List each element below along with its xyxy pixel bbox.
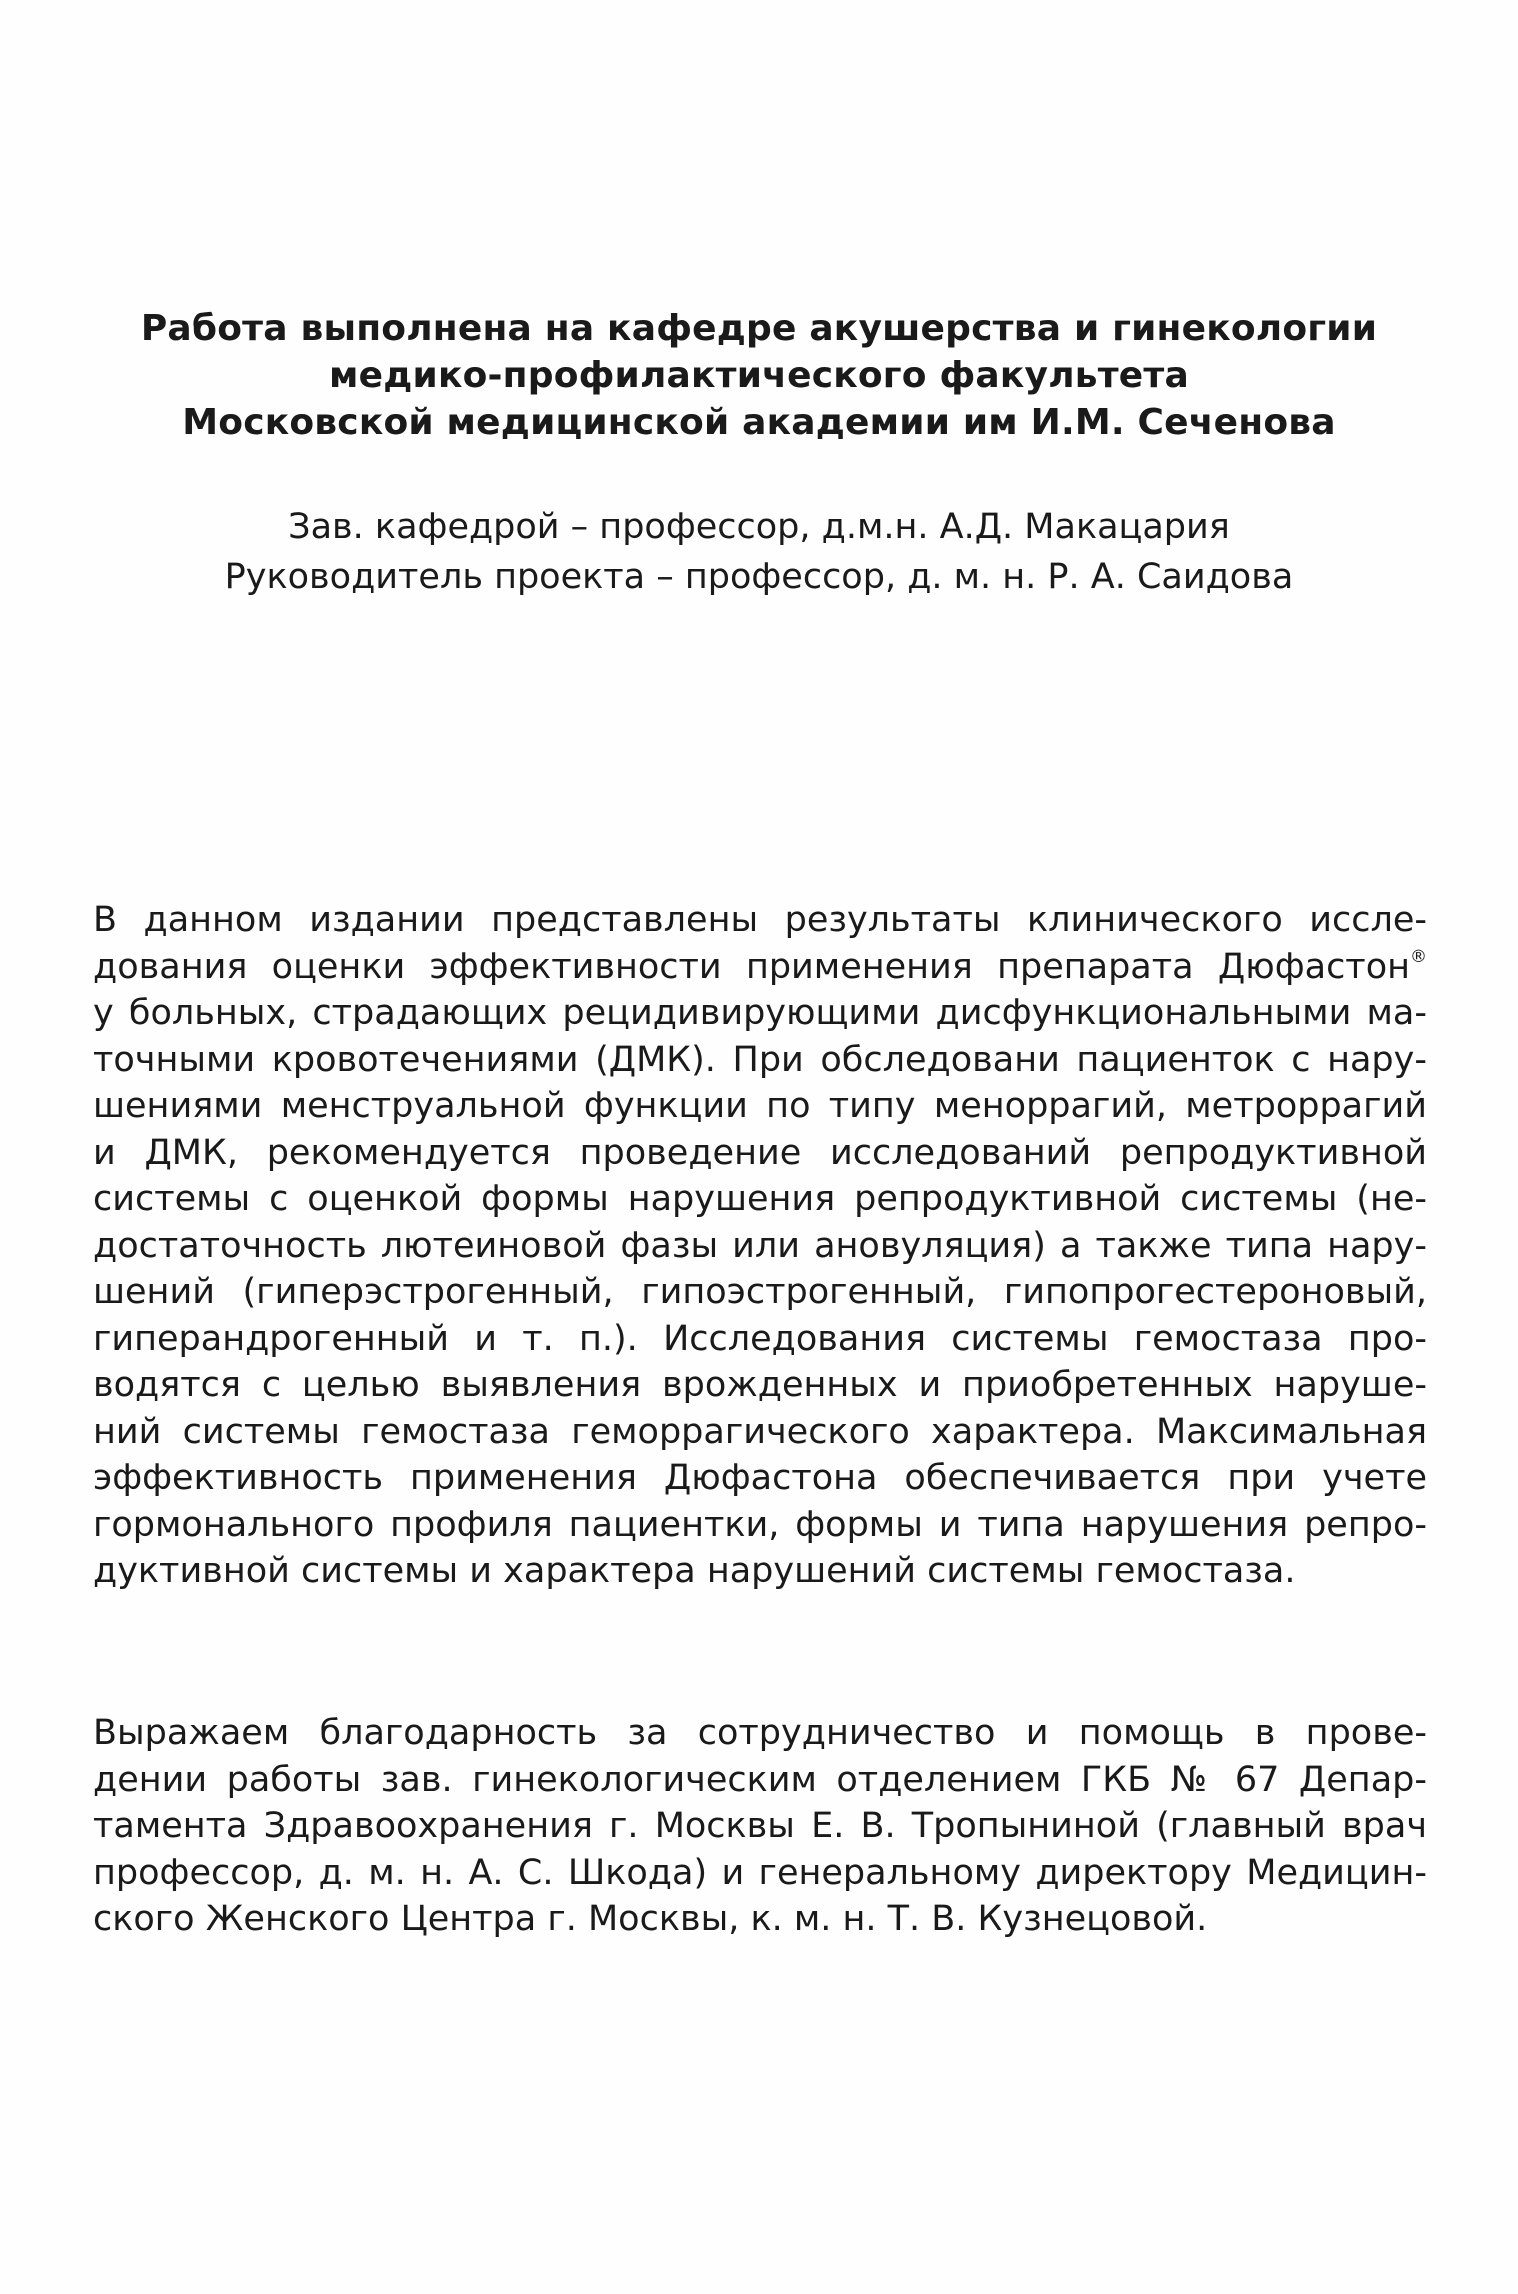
text-line: и ДМК, рекомендуется проведение исследований репродуктивной xyxy=(93,1132,1427,1173)
text-line: ний системы гемостаза геморрагического характера. Максимальная xyxy=(93,1411,1427,1452)
heading-line: Московской медицинской академии им И.М. Сеченова xyxy=(182,402,1336,443)
staff-block xyxy=(140,502,1378,602)
text-line: гормонального профиля пациентки, формы и типа нарушения репро- xyxy=(93,1504,1427,1545)
text-line: дуктивной системы и характера нарушений системы гемостаза. xyxy=(93,1551,1296,1591)
text-line-content: дования оценки эффективности применения препарата Дюфастон xyxy=(93,946,1410,987)
text-line: достаточность лютеиновой фазы или ановуляция) а также типа нару- xyxy=(93,1225,1427,1266)
heading-line: Работа выполнена на кафедре акушерства и гинекологии xyxy=(140,308,1378,349)
text-line: Выражаем благодарность за сотрудничество и помощь в прове- xyxy=(93,1713,1427,1753)
text-line: шениями менструальной функции по типу меноррагий, метроррагий xyxy=(93,1086,1427,1126)
text-line: шений (гиперэстрогенный, гипоэстрогенный, гипопрогестероновый, xyxy=(93,1272,1427,1312)
text-line: водятся с целью выявления врожденных и приобретенных наруше- xyxy=(93,1365,1427,1405)
text-line: гиперандрогенный и т. п.). Исследования системы гемостаза про- xyxy=(93,1318,1427,1359)
text-line: В данном издании представлены результаты клинического иссле- xyxy=(93,900,1427,940)
registered-mark: ® xyxy=(1410,946,1427,967)
text-line: у больных, страдающих рецидивирующими дисфункциональными ма- xyxy=(93,993,1427,1033)
project-lead: Руководитель проекта – профессор, д. м. н. Р. А. Саидова xyxy=(224,557,1294,597)
text-line: эффективность применения Дюфастона обеспечивается при учете xyxy=(93,1458,1427,1498)
heading-line: медико-профилактического факультета xyxy=(329,355,1189,396)
text-line: тамента Здравоохранения г. Москвы Е. В. Тропыниной (главный врач xyxy=(93,1806,1427,1846)
acknowledgement-paragraph xyxy=(93,1710,1427,1943)
text-line: точными кровотечениями (ДМК). При обследовани пациенток с нару- xyxy=(93,1039,1427,1080)
text-line: дении работы зав. гинекологическим отделением ГКБ № 67 Депар- xyxy=(93,1759,1427,1800)
abstract-paragraph xyxy=(93,897,1427,1595)
institution-heading xyxy=(100,305,1418,446)
text-line: ского Женского Центра г. Москвы, к. м. н. Т. В. Кузнецовой. xyxy=(93,1899,1208,1939)
text-line: профессор, д. м. н. А. С. Шкода) и генеральному директору Медицин- xyxy=(93,1852,1427,1893)
text-line: системы с оценкой формы нарушения репродуктивной системы (не- xyxy=(93,1179,1427,1219)
text-line xyxy=(93,944,1427,991)
department-head: Зав. кафедрой – профессор, д.м.н. А.Д. Макацария xyxy=(288,507,1230,547)
